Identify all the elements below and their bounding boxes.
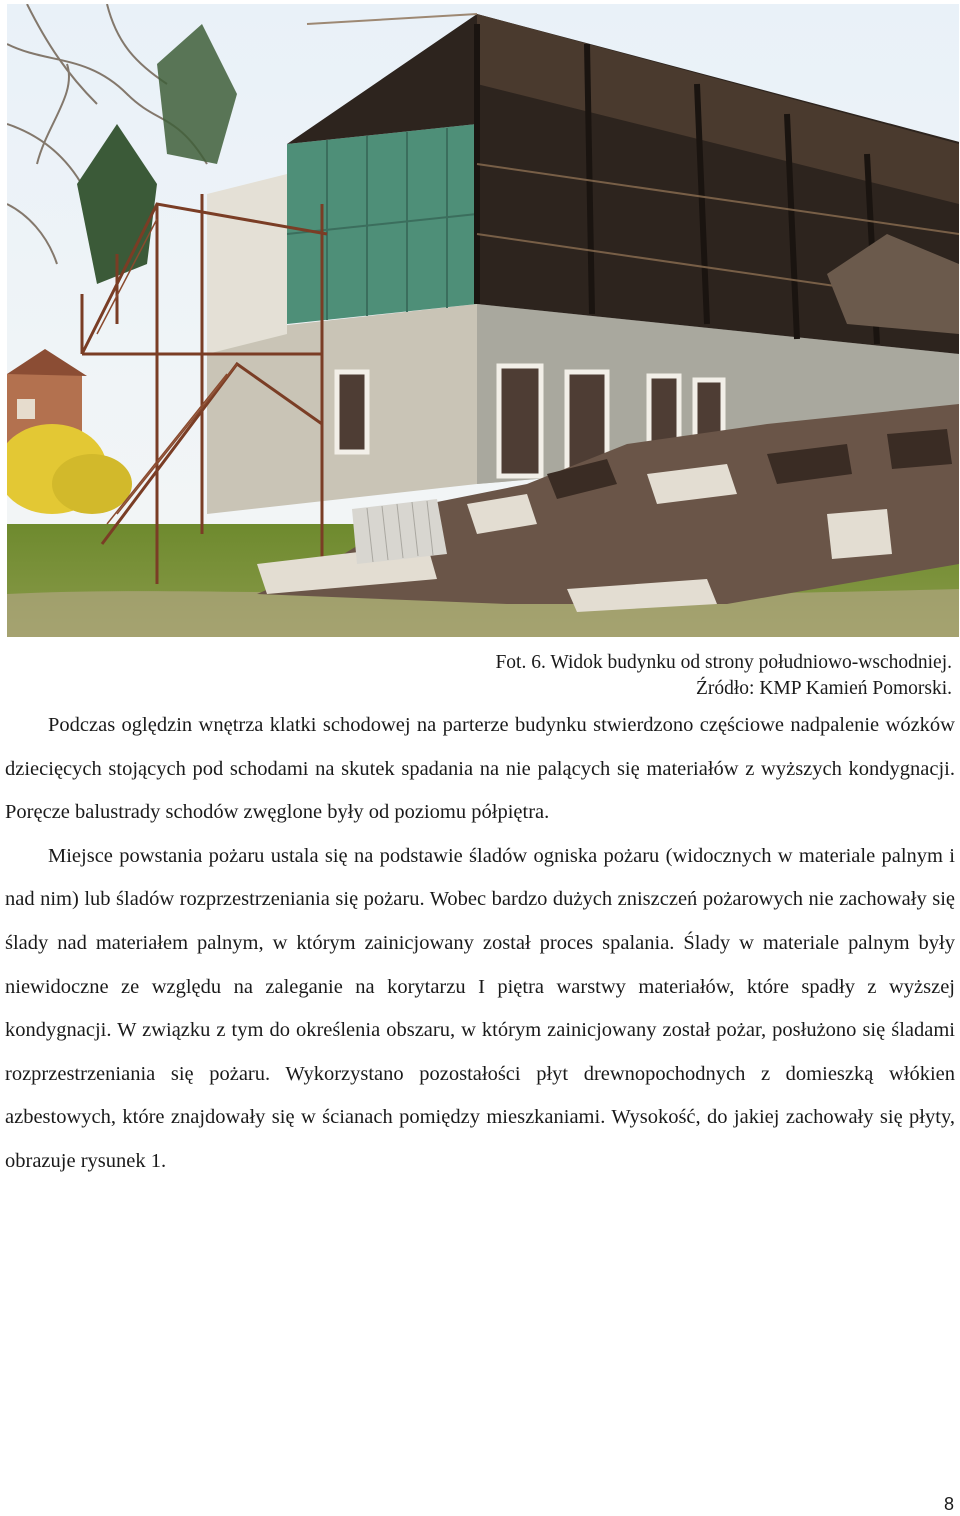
photo-burned-building	[7, 4, 959, 637]
caption-title: Fot. 6. Widok budynku od strony południowo-wschodniej.	[495, 652, 952, 673]
burned-building-illustration	[7, 4, 959, 637]
paragraph-2: Miejsce powstania pożaru ustala się na podstawie śladów ogniska pożaru (widocznych w materiale palnym i nad nim) lub śladów rozprzestrzeniania się pożaru. Wobec bardzo dużych zniszczeń pożarowych nie zachowały się ślady nad materiałem palnym, w którym zainicjowany został proces spalania. Ślady w materiale palnym były niewidoczne ze względu na zaleganie na korytarzu I piętra warstwy materiałów, które spadły z wyższej kondygnacji. W związku z tym do określenia obszaru, w którym zainicjowany został pożar, posłużono się śladami rozprzestrzeniania się pożaru. Wykorzystano pozostałości płyt drewnopochodnych z domieszką włókien azbestowych, które znajdowały się w ścianach pomiędzy mieszkaniami. Wysokość, do jakiej zachowały się płyty, obrazuje rysunek 1.	[5, 844, 955, 1172]
page-number: 8	[943, 1494, 954, 1514]
paragraph-1: Podczas oględzin wnętrza klatki schodowej na parterze budynku stwierdzono częściowe nadpalenie wózków dziecięcych stojących pod schodami na skutek spadania na nie palących się materiałów z wyższych kondygnacji. Poręcze balustrady schodów zwęglone były od poziomu półpiętra.	[5, 714, 955, 824]
body-text	[5, 704, 955, 1184]
figure-caption	[495, 650, 952, 702]
caption-source: Źródło: KMP Kamień Pomorski.	[695, 678, 952, 699]
